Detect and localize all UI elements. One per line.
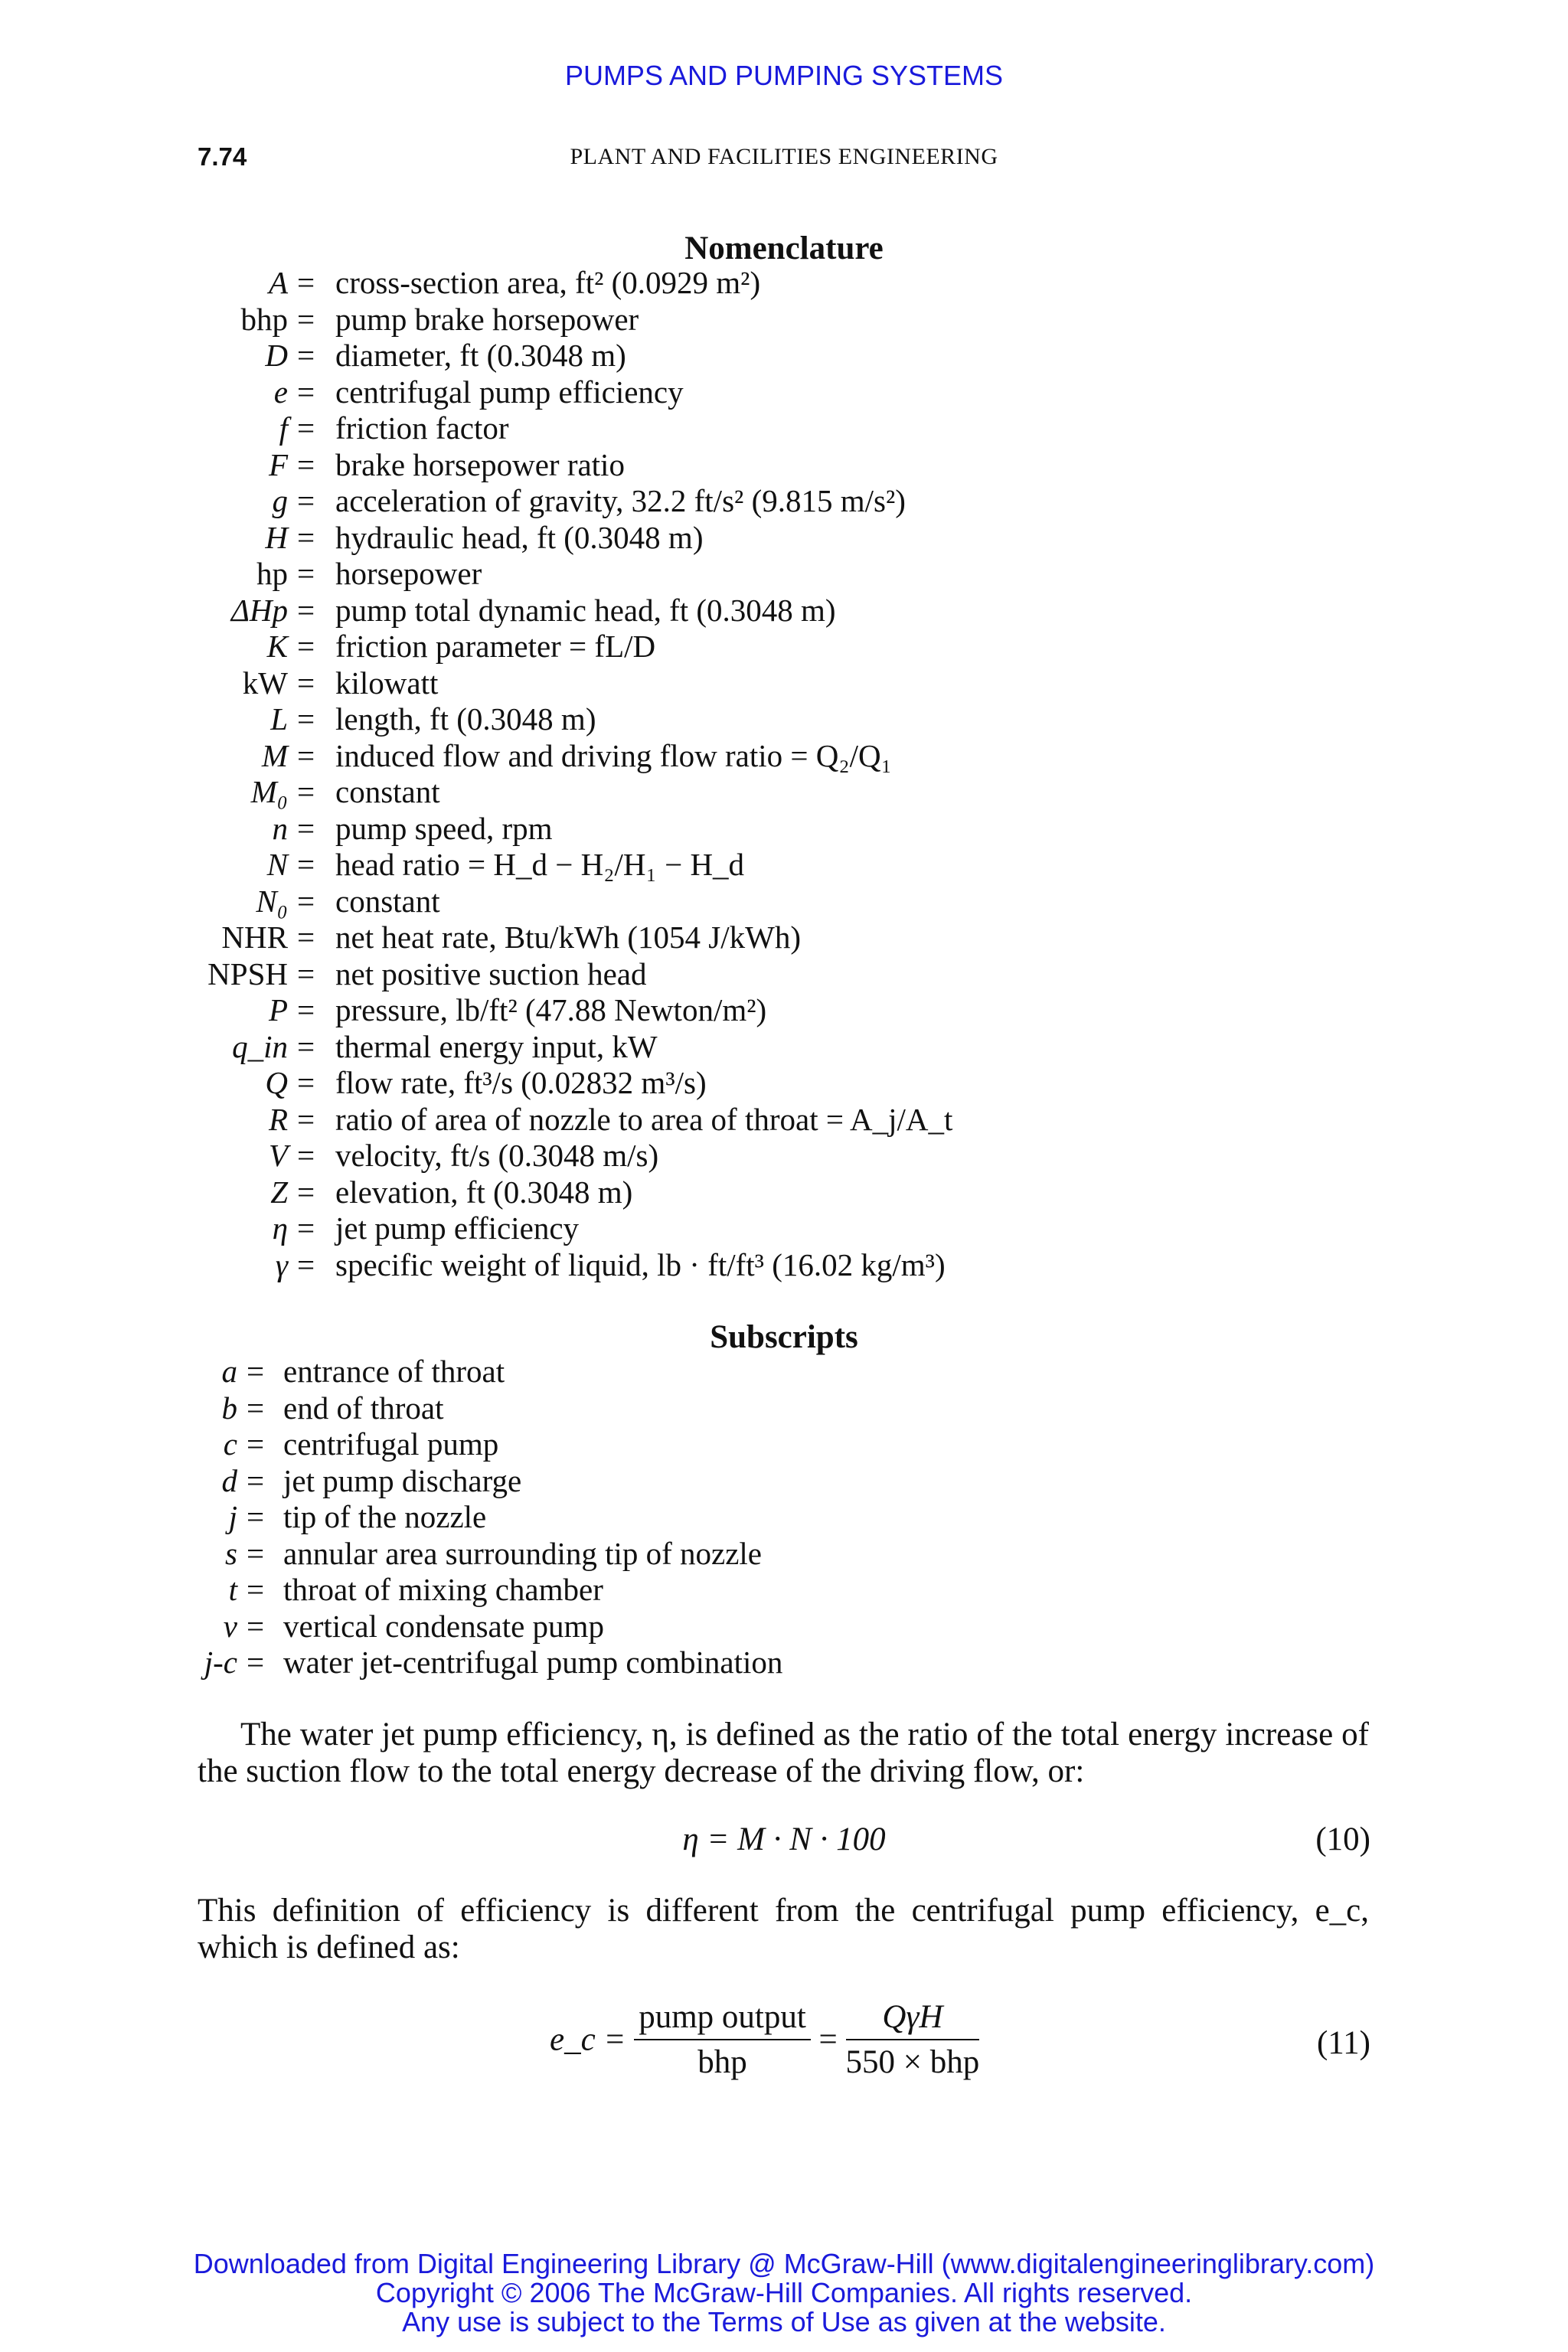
nomenclature-description: length, ft (0.3048 m) — [335, 701, 596, 737]
equals-sign: = — [247, 1499, 265, 1534]
nomenclature-description: acceleration of gravity, 32.2 ft/s² (9.815 m/s²) — [335, 483, 906, 518]
nomenclature-description: friction parameter = fL/D — [335, 629, 656, 664]
nomenclature-description: induced flow and driving flow ratio = Q₂/Q₁ — [335, 737, 892, 773]
equals-sign: = — [297, 701, 315, 737]
nomenclature-description: constant — [335, 774, 440, 809]
nomenclature-symbol: N — [266, 847, 288, 882]
nomenclature-symbol: P — [268, 992, 288, 1027]
subscripts-description: vertical condensate pump — [283, 1608, 604, 1644]
subscripts-symbol: s — [225, 1535, 237, 1571]
nomenclature-description: horsepower — [335, 556, 482, 591]
equals-sign: = — [297, 1210, 315, 1246]
nomenclature-description: net heat rate, Btu/kWh (1054 J/kWh) — [335, 920, 801, 955]
nomenclature-description: pressure, lb/ft² (47.88 Newton/m²) — [335, 992, 767, 1027]
nomenclature-description: friction factor — [335, 410, 509, 446]
equation-11-body — [550, 1998, 979, 2081]
subscripts-description: end of throat — [283, 1390, 444, 1426]
nomenclature-symbol: f — [279, 410, 288, 446]
paragraph-centrifugal-efficiency: This definition of efficiency is different from the centrifugal pump efficiency, e_c, which is defined as: — [198, 1893, 1369, 1965]
subscripts-description: throat of mixing chamber — [283, 1572, 603, 1607]
nomenclature-symbol: e — [273, 374, 288, 410]
running-head: PLANT AND FACILITIES ENGINEERING — [570, 144, 998, 169]
subscripts-description: annular area surrounding tip of nozzle — [283, 1535, 763, 1571]
top-banner: PUMPS AND PUMPING SYSTEMS — [564, 60, 1004, 91]
equals-sign: = — [297, 629, 315, 664]
equals-sign: = — [297, 446, 315, 482]
nomenclature-symbol: q_in — [232, 1028, 288, 1064]
subscripts-description: water jet-centrifugal pump combination — [283, 1645, 783, 1680]
nomenclature-symbol: Q — [265, 1065, 288, 1100]
equals-sign: = — [297, 592, 315, 628]
nomenclature-description: pump brake horsepower — [335, 301, 639, 337]
nomenclature-description: brake horsepower ratio — [335, 446, 625, 482]
subscripts-title: Subscripts — [710, 1319, 858, 1355]
subscripts-symbol: a — [221, 1354, 237, 1389]
nomenclature-description: head ratio = H_d − H₂/H₁ − H_d — [335, 847, 745, 882]
fraction-1-numerator: pump output — [634, 1998, 811, 2040]
nomenclature-description: thermal energy input, kW — [335, 1028, 658, 1064]
equation-11-number: (11) — [1316, 2025, 1370, 2061]
nomenclature-symbol: n — [272, 810, 288, 846]
fraction-2-numerator: QγH — [846, 1998, 980, 2040]
equals-sign: = — [297, 1028, 315, 1064]
subscripts-symbol: b — [221, 1390, 237, 1426]
equals-sign: = — [297, 519, 315, 555]
nomenclature-description: specific weight of liquid, lb · ft/ft³ (16.02 kg/m³) — [335, 1246, 946, 1282]
equation-10-body: η = M · N · 100 — [682, 1821, 886, 1857]
nomenclature-description: kilowatt — [335, 665, 439, 701]
nomenclature-symbol: NPSH — [207, 956, 288, 991]
equals-sign: = — [297, 410, 315, 446]
page-number: 7.74 — [198, 142, 247, 171]
nomenclature-symbol: M — [261, 737, 288, 773]
footer — [0, 2249, 1568, 2337]
equals-sign: = — [297, 483, 315, 518]
equals-sign: = — [297, 301, 315, 337]
equals-sign: = — [247, 1608, 265, 1644]
equals-sign: = — [297, 1101, 315, 1137]
equals-sign: = — [297, 847, 315, 882]
nomenclature-symbol: F — [268, 446, 288, 482]
nomenclature-description: pump speed, rpm — [335, 810, 553, 846]
nomenclature-symbol: R — [268, 1101, 288, 1137]
paragraph-jet-efficiency: The water jet pump efficiency, η, is defined as the ratio of the total energy increase of the suction flow to the total energy decrease of the driving flow, or: — [198, 1717, 1369, 1789]
equation-10-number: (10) — [1315, 1821, 1370, 1857]
nomenclature-description: ratio of area of nozzle to area of throat = A_j/A_t — [335, 1101, 953, 1137]
subscripts-symbol: c — [223, 1426, 237, 1462]
fraction-q-gamma-h — [846, 1998, 980, 2081]
equals-sign: = — [247, 1354, 265, 1389]
nomenclature-symbol: η — [272, 1210, 288, 1246]
nomenclature-symbol: V — [268, 1138, 288, 1173]
equals-sign: = — [297, 992, 315, 1027]
equals-sign: = — [247, 1572, 265, 1607]
subscripts-symbol: t — [228, 1572, 237, 1607]
footer-copyright: Copyright © 2006 The McGraw-Hill Companies. All rights reserved. — [375, 2277, 1193, 2308]
equals-sign: = — [297, 737, 315, 773]
nomenclature-symbol: A — [268, 265, 288, 300]
nomenclature-symbol: g — [272, 483, 288, 518]
subscripts-symbol: v — [223, 1608, 237, 1644]
nomenclature-symbol: H — [265, 519, 288, 555]
nomenclature-symbol: NHR — [221, 920, 288, 955]
equals-sign: = — [297, 956, 315, 991]
equals-sign: = — [247, 1390, 265, 1426]
fraction-2-denominator: 550 × bhp — [845, 2044, 980, 2080]
equals-sign: = — [297, 1065, 315, 1100]
nomenclature-description: centrifugal pump efficiency — [335, 374, 684, 410]
subscripts-symbol: d — [221, 1462, 237, 1498]
equals-sign: = — [297, 920, 315, 955]
nomenclature-description: jet pump efficiency — [335, 1210, 580, 1246]
equals-sign: = — [297, 1138, 315, 1173]
subscripts-description: centrifugal pump — [283, 1426, 499, 1462]
equals-sign: = — [297, 810, 315, 846]
subscripts-description: entrance of throat — [283, 1354, 505, 1389]
nomenclature-title: Nomenclature — [684, 230, 884, 266]
nomenclature-symbol: N₀ — [256, 883, 288, 919]
nomenclature-description: hydraulic head, ft (0.3048 m) — [335, 519, 704, 555]
equals-sign: = — [247, 1535, 265, 1571]
nomenclature-description: cross-section area, ft² (0.0929 m²) — [335, 265, 761, 300]
nomenclature-symbol: hp — [256, 556, 288, 591]
equals-sign: = — [247, 1645, 265, 1680]
equation-11-lhs: e_c = — [550, 2021, 626, 2058]
nomenclature-symbol: L — [270, 701, 288, 737]
nomenclature-symbol: kW — [242, 665, 288, 701]
nomenclature-symbol: M₀ — [250, 774, 288, 809]
footer-download-link[interactable]: Downloaded from Digital Engineering Library @ McGraw-Hill (www.digitalengineeringlibrary.com) — [193, 2248, 1375, 2279]
equation-11-equals: = — [818, 2021, 838, 2058]
nomenclature-description: pump total dynamic head, ft (0.3048 m) — [335, 592, 836, 628]
nomenclature-symbol: K — [266, 629, 288, 664]
nomenclature-symbol: Z — [270, 1174, 288, 1210]
nomenclature-symbol: ΔHp — [230, 592, 288, 628]
equals-sign: = — [297, 556, 315, 591]
nomenclature-symbol: D — [265, 338, 288, 373]
subscripts-description: jet pump discharge — [283, 1462, 522, 1498]
equals-sign: = — [297, 1246, 315, 1282]
subscripts-symbol: j-c — [204, 1645, 237, 1680]
fraction-pump-output — [634, 1998, 811, 2081]
equals-sign: = — [297, 774, 315, 809]
nomenclature-symbol: bhp — [240, 301, 288, 337]
nomenclature-description: diameter, ft (0.3048 m) — [335, 338, 626, 373]
nomenclature-symbol: γ — [275, 1246, 288, 1282]
equals-sign: = — [297, 338, 315, 373]
equation-11 — [0, 1998, 1568, 2090]
equals-sign: = — [297, 1174, 315, 1210]
equals-sign: = — [247, 1426, 265, 1462]
equals-sign: = — [297, 883, 315, 919]
equals-sign: = — [297, 374, 315, 410]
equals-sign: = — [297, 265, 315, 300]
nomenclature-description: velocity, ft/s (0.3048 m/s) — [335, 1138, 659, 1173]
subscripts-description: tip of the nozzle — [283, 1499, 487, 1534]
nomenclature-description: constant — [335, 883, 440, 919]
equals-sign: = — [297, 665, 315, 701]
nomenclature-description: net positive suction head — [335, 956, 647, 991]
subscripts-symbol: j — [228, 1499, 237, 1534]
fraction-1-denominator: bhp — [697, 2044, 747, 2080]
nomenclature-description: flow rate, ft³/s (0.02832 m³/s) — [335, 1065, 707, 1100]
equals-sign: = — [247, 1462, 265, 1498]
footer-terms: Any use is subject to the Terms of Use as given at the website. — [402, 2306, 1166, 2337]
nomenclature-description: elevation, ft (0.3048 m) — [335, 1174, 633, 1210]
